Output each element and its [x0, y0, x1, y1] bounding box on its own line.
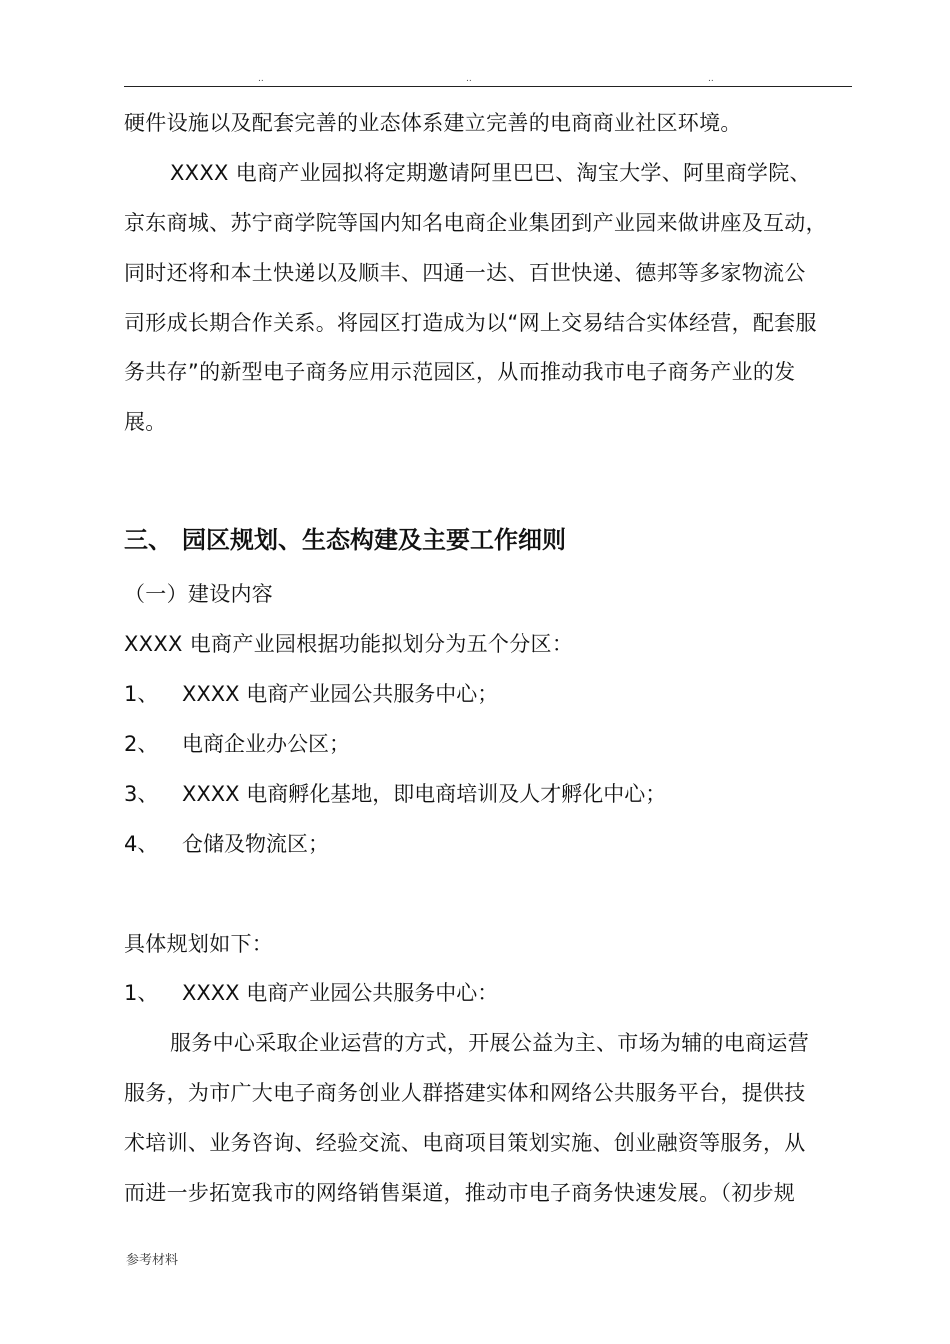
- header-mark-left: ..: [258, 74, 264, 84]
- list-item-number: 4、: [124, 832, 159, 856]
- section-heading: [124, 520, 566, 555]
- plan-intro: 具体规划如下：: [124, 932, 274, 956]
- paragraph-line: 服务中心采取企业运营的方式，开展公益为主、市场为辅的电商运营: [170, 1031, 809, 1055]
- paragraph-line: 术培训、业务咨询、经验交流、电商项目策划实施、创业融资等服务，从: [124, 1131, 806, 1155]
- subsection-heading: （一）建设内容: [124, 582, 274, 606]
- paragraph-line: 司形成长期合作关系。将园区打造成为以“网上交易结合实体经营，配套服: [124, 311, 817, 335]
- paragraph-line: 务共存”的新型电子商务应用示范园区，从而推动我市电子商务产业的发: [124, 360, 796, 384]
- list-item: [124, 728, 350, 758]
- section-number: 三、: [124, 526, 172, 554]
- header-rule: [124, 86, 852, 87]
- header-mark-center: ..: [466, 74, 472, 84]
- list-item-number: 2、: [124, 732, 159, 756]
- list-item: [124, 778, 666, 808]
- paragraph-line: 而进一步拓宽我市的网络销售渠道，推动市电子商务快速发展。（初步规: [124, 1181, 796, 1205]
- list-item-text: 电商企业办公区；: [182, 732, 350, 756]
- paragraph-line: 京东商城、苏宁商学院等国内知名电商企业集团到产业园来做讲座及互动，: [124, 211, 827, 235]
- list-item: [124, 678, 498, 708]
- plan-item-text: XXXX 电商产业园公共服务中心：: [182, 981, 499, 1005]
- header-mark-right: ..: [708, 74, 714, 84]
- list-item-number: 3、: [124, 782, 159, 806]
- section-title: 园区规划、生态构建及主要工作细则: [182, 526, 566, 554]
- list-item-text: XXXX 电商产业园公共服务中心；: [182, 682, 499, 706]
- list-item-text: XXXX 电商孵化基地，即电商培训及人才孵化中心；: [182, 782, 667, 806]
- paragraph-line: 同时还将和本土快递以及顺丰、四通一达、百世快递、德邦等多家物流公: [124, 261, 806, 285]
- list-item-text: 仓储及物流区；: [182, 832, 329, 856]
- paragraph-line: XXXX 电商产业园拟将定期邀请阿里巴巴、淘宝大学、阿里商学院、: [170, 161, 811, 185]
- list-item: [124, 828, 329, 858]
- paragraph-line: 服务，为市广大电子商务创业人群搭建实体和网络公共服务平台，提供技: [124, 1081, 806, 1105]
- paragraph-line: 展。: [124, 410, 167, 434]
- plan-item: [124, 977, 498, 1007]
- paragraph-line: 硬件设施以及配套完善的业态体系建立完善的电商商业社区环境。: [124, 111, 742, 135]
- page-footer: 参考材料: [126, 1253, 179, 1268]
- plan-item-number: 1、: [124, 981, 159, 1005]
- list-item-number: 1、: [124, 682, 159, 706]
- list-intro: XXXX 电商产业园根据功能拟划分为五个分区：: [124, 632, 574, 656]
